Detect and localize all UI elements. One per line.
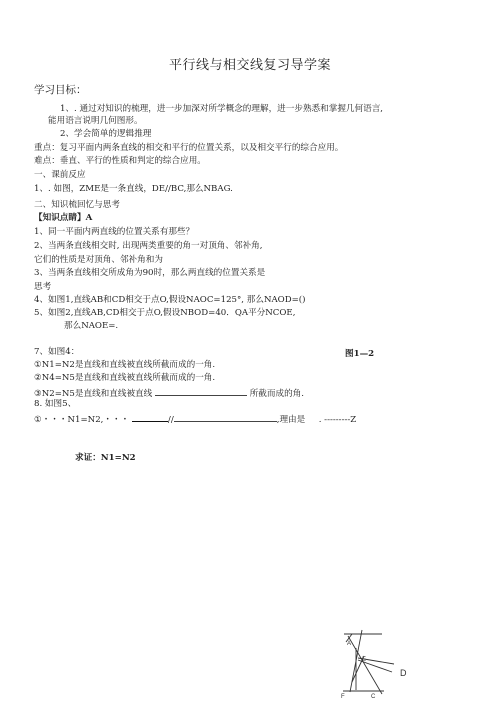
question-7-item-1: ①N1=N2是直线和直线被直线所截而成的一角. [34, 360, 216, 370]
reason-label: ,理由是 [276, 415, 306, 425]
question-7-item-3 [34, 386, 304, 400]
review-question-5a: 5、如图2,直线AB,CD相交于点O,假设NBOD=40．QA平分NCOE, [34, 308, 296, 318]
key-points: 重点：复习平面内两条直线的相交和平行的位置关系，以及相交平行的综合应用。 [34, 143, 344, 153]
objective-2: 2、学会简单的逻辑推理 [60, 129, 152, 139]
question-7-item-3-end: 所截而成的角. [249, 389, 304, 399]
point-f-label: F [341, 694, 345, 700]
knowledge-points-heading: 【知识点睛】A [34, 213, 93, 223]
answer-blank[interactable] [132, 412, 168, 422]
page-title: 平行线与相交线复习导学案 [168, 58, 331, 73]
difficulties: 难点：垂直、平行的性质和判定的综合应用。 [34, 156, 206, 166]
review-question-5b: 那么NAOE=. [64, 321, 119, 331]
review-question-3a: 3、当两条直线相交所成角为90时，那么两直线的位置关系是 [34, 268, 266, 278]
question-7-item-3-start: ③N2=N5是直线和直线被直线 [34, 389, 153, 399]
geometry-figure [328, 628, 418, 700]
question-7: 7、如图4： [34, 347, 80, 357]
question-8: 8. 如图5、 [34, 399, 77, 409]
section-2-heading: 二、知识梳回忆与思考 [34, 200, 120, 210]
reason-dashes: . ---------Z [318, 415, 357, 425]
answer-blank[interactable] [174, 412, 277, 422]
point-e-label: E [362, 657, 367, 663]
review-question-2b: 它们的性质是对顶角、邻补角和为 [34, 255, 163, 265]
objectives-heading: 学习目标： [34, 84, 87, 96]
point-c-label: C [371, 694, 376, 700]
question-8-item-1 [34, 412, 356, 426]
review-question-1: 1、同一平面内两直线的位置关系有那些？ [34, 227, 195, 237]
prove-statement: 求证：N1=N2 [75, 453, 136, 463]
question-7-item-2: ②N4=N5是直线和直线被直线所截而成的一角. [34, 373, 216, 383]
section-1-heading: 一、课前反应 [34, 170, 86, 180]
objective-1b: 能用语言说明几何图形。 [48, 116, 143, 126]
question-8-item-1-start: ①・・・N1=N2,・・・ [34, 415, 130, 425]
figure-reference: 图1—2 [345, 349, 375, 359]
slanted-line-right [348, 636, 382, 694]
parallel-symbol: // [167, 415, 174, 425]
review-question-3b: 思考 [34, 282, 52, 292]
answer-blank[interactable] [155, 386, 247, 396]
objective-1a: 1、. 通过对知识的梳理，进一步加深对所学概念的理解，进一步熟悉和掌握几何语言, [60, 104, 384, 114]
point-d-label: D [400, 668, 407, 678]
review-question-4: 4、如图1,直线AB和CD相交于点O,假设NAOC=125°, 那么NAOD=() [34, 295, 306, 305]
review-question-2a: 2、当两条直线相交时, 出现两类重要的角一对顶角、邻补角, [34, 241, 263, 251]
question-1: 1、. 如图，ZME是一条直线，DE//BC,那么NBAG. [34, 184, 233, 194]
point-a-label: A [347, 641, 352, 647]
